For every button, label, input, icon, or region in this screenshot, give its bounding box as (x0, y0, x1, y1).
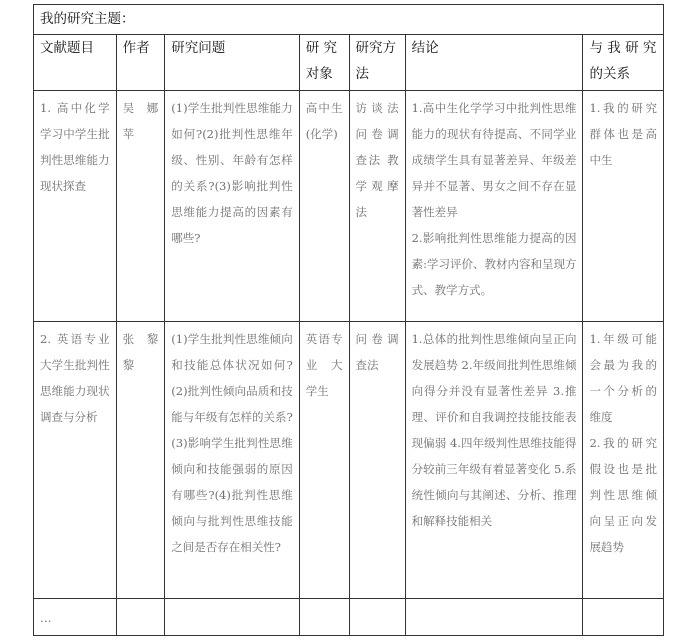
table-row (34, 599, 664, 636)
cell-research-method: 访谈法 问卷调查法 教学观摩法 (349, 91, 405, 322)
cell-literature-title: … (34, 599, 117, 636)
conclusion-paragraph: 2.影响批判性思维能力提高的因素:学习评价、教材内容和呈现方式、教学方式。 (411, 231, 577, 297)
header-author: 作者 (116, 35, 165, 91)
cell-relation (583, 91, 664, 322)
cell-author: 吴 娜 苹 (116, 91, 165, 322)
cell-research-object: 高中生(化学) (299, 91, 349, 322)
cell-literature-title: 1. 高中化学学习中学生批判性思维能力现状探查 (34, 91, 117, 322)
cell-research-question: (1)学生批判性思维能力如何?(2)批判性思维年级、性别、年龄有怎样的关系?(3)影响批判性思维能力提高的因素有哪些? (165, 91, 299, 322)
header-relation: 与 我 研 究 的关系 (583, 35, 664, 91)
header-research-question: 研究问题 (165, 35, 299, 91)
header-literature-title: 文献题目 (34, 35, 117, 91)
cell-research-method: 问卷调查法 (349, 322, 405, 599)
relation-paragraph: 2.我的研究假设也是批判性思维倾向呈正向发展趋势 (589, 436, 657, 554)
cell-relation (583, 322, 664, 599)
cell-research-object (299, 599, 349, 636)
cell-conclusion (405, 91, 583, 322)
table-row (34, 322, 664, 599)
cell-author (116, 599, 165, 636)
research-literature-table-wrapper (33, 4, 664, 636)
cell-conclusion (405, 322, 583, 599)
cell-research-question: (1)学生批判性思维倾向和技能总体状况如何?(2)批判性倾向品质和技能与年级有怎样的关系?(3)影响学生批判性思维倾向和技能强弱的原因有哪些?(4)批判性思维倾向与批判性思维技能之间是否存在相关性? (165, 322, 299, 599)
conclusion-paragraph: 1.总体的批判性思维倾向呈正向发展趋势 2.年级间批判性思维倾向得分并没有显著性差异 3.推理、评价和自我调控技能技能表现偏弱 4.四年级判性思维技能得分较前三年级有着显著变化 5.系统性倾向与其阐述、分析、推理和解释技能相关 (411, 332, 577, 528)
research-topic-label: 我的研究主题： (34, 5, 664, 35)
table-header-row (34, 35, 664, 91)
conclusion-paragraph: 1.高中生化学学习中批判性思维能力的现状有待提高、不同学业成绩学生具有显著差异、年级差异并不显著、男女之间不存在显著性差异 (411, 101, 577, 219)
cell-conclusion (405, 599, 583, 636)
relation-paragraph: 1.年级可能会最为我的一个分析的维度 (589, 332, 657, 424)
header-conclusion: 结论 (405, 35, 583, 91)
cell-relation (583, 599, 664, 636)
relation-paragraph: 1.我的研究群体也是高中生 (589, 101, 657, 167)
header-research-object: 研 究 对象 (299, 35, 349, 91)
cell-research-question (165, 599, 299, 636)
cell-research-object: 英语专业 大学生 (299, 322, 349, 599)
research-literature-table (33, 4, 664, 636)
header-research-method: 研究方 法 (349, 35, 405, 91)
table-title-row (34, 5, 664, 35)
cell-author: 张 黎 黎 (116, 322, 165, 599)
cell-research-method (349, 599, 405, 636)
table-row (34, 91, 664, 322)
cell-literature-title: 2. 英语专业大学生批判性思维能力现状调查与分析 (34, 322, 117, 599)
